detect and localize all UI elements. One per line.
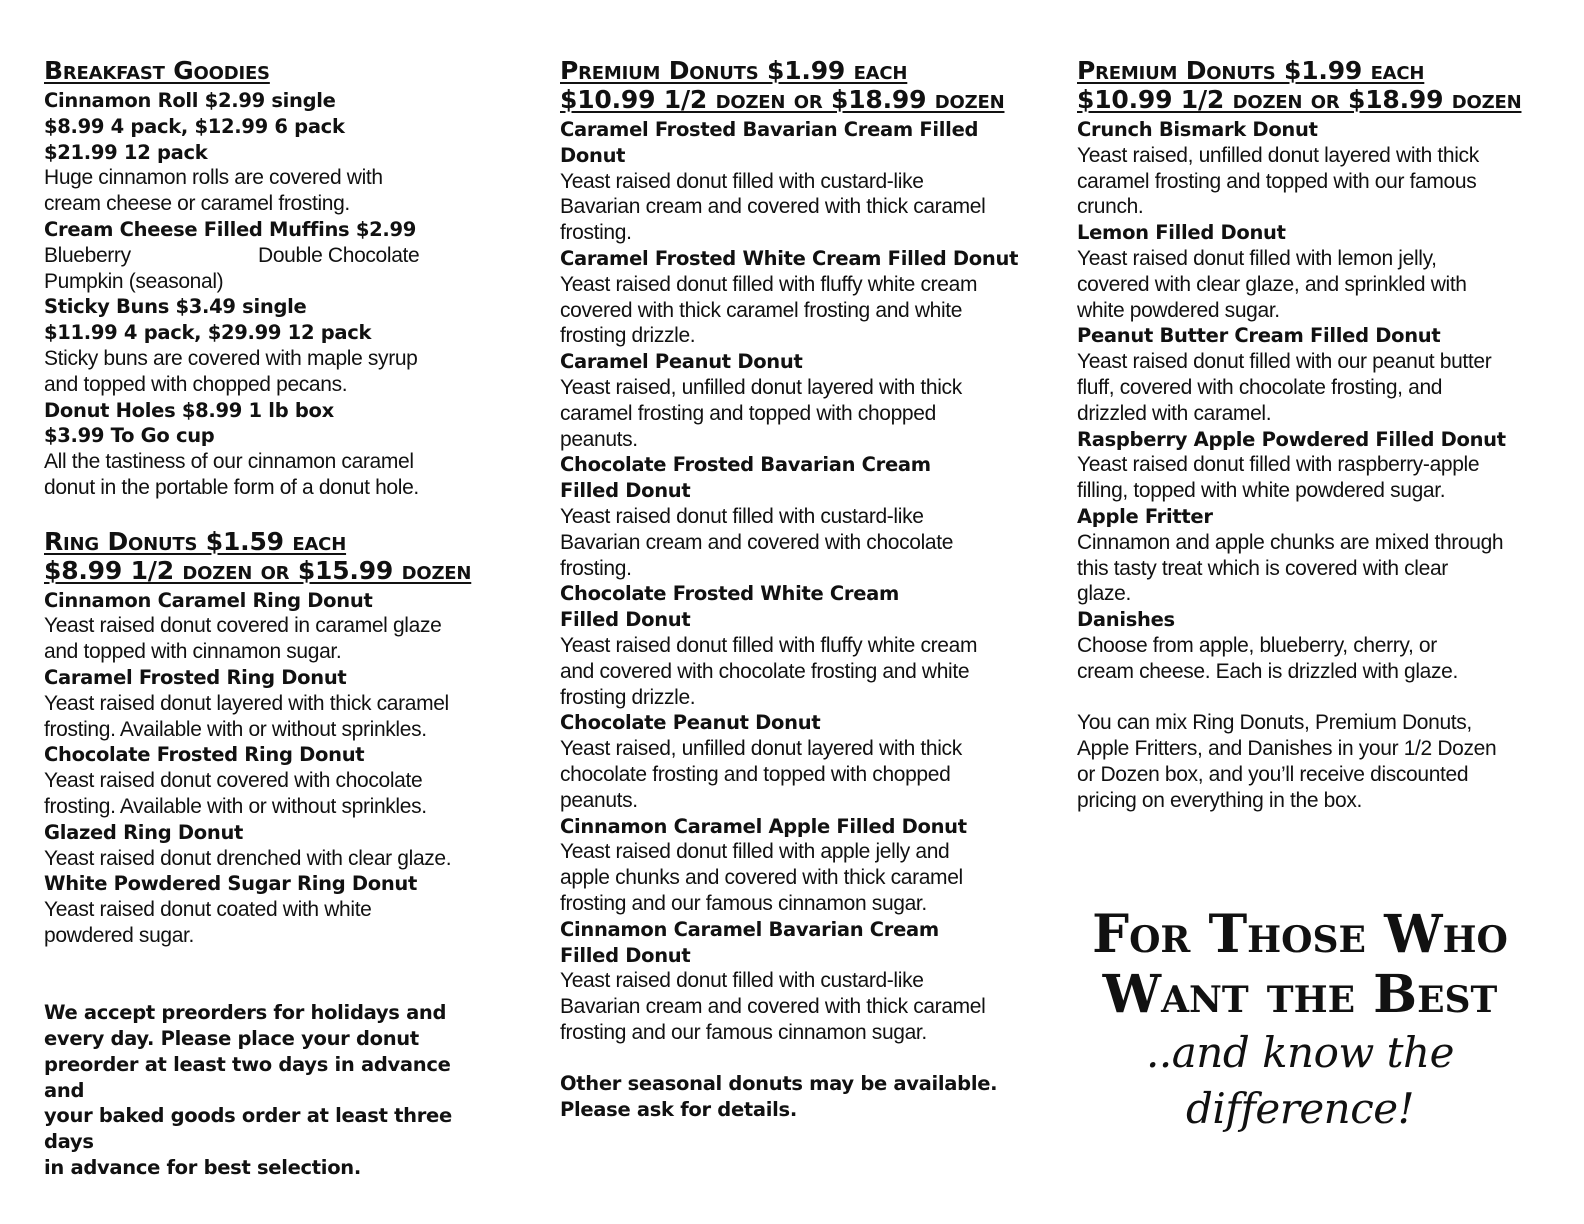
item-description: Yeast raised donut filled with custard-like Bavarian cream and covered with chocolate frosting. bbox=[560, 504, 954, 580]
menu-item bbox=[1077, 427, 1547, 504]
item-description: Yeast raised donut filled with fluffy white cream covered with thick caramel frosting and white frosting drizzle. bbox=[560, 272, 978, 348]
item-name: Caramel Frosted Bavarian Cream Filled Donut bbox=[560, 118, 979, 167]
muffin-options bbox=[44, 243, 494, 295]
menu-item bbox=[1077, 117, 1547, 220]
item-description: Yeast raised donut covered in caramel glaze and topped with cinnamon sugar. bbox=[44, 614, 442, 664]
item-name: Peanut Butter Cream Filled Donut bbox=[1077, 324, 1441, 348]
breakfast-heading: Breakfast Goodies bbox=[44, 56, 270, 85]
menu-item bbox=[1077, 607, 1547, 684]
menu-item bbox=[560, 814, 1030, 917]
item-description: Yeast raised donut filled with apple jelly and apple chunks and covered with thick caramel frosting and our famous cinnamon sugar. bbox=[560, 840, 963, 915]
item-name: Cinnamon Caramel Ring Donut bbox=[44, 588, 373, 612]
item-name: Crunch Bismark Donut bbox=[1077, 118, 1318, 141]
menu-item bbox=[44, 588, 494, 665]
item-name: Cinnamon Roll $2.99 single $8.99 4 pack, $12.99 6 pack $21.99 12 pack bbox=[44, 89, 345, 164]
item-description: Sticky buns are covered with maple syrup and topped with chopped pecans. bbox=[44, 346, 418, 396]
item-description: Yeast raised donut coated with white powdered sugar. bbox=[44, 898, 372, 947]
menu-item-donut-holes bbox=[44, 398, 494, 501]
menu-item bbox=[560, 452, 1030, 581]
item-name: Chocolate Frosted Bavarian Cream Filled Donut bbox=[560, 453, 931, 503]
menu-item bbox=[560, 710, 1030, 813]
item-name: Caramel Peanut Donut bbox=[560, 350, 803, 374]
item-description: Huge cinnamon rolls are covered with cream cheese or caramel frosting. bbox=[44, 166, 383, 216]
menu-item bbox=[44, 871, 494, 948]
seasonal-note: Other seasonal donuts may be available. Please ask for details. bbox=[560, 1072, 998, 1122]
item-description: Yeast raised donut layered with thick caramel frosting. Available with or without sprinkles. bbox=[44, 691, 449, 741]
mix-box-note: You can mix Ring Donuts, Premium Donuts, Apple Fritters, and Danishes in your 1/2 Dozen or Dozen box, and you’ll receive discounted pricing on everything in the box. bbox=[1077, 711, 1497, 812]
menu-item bbox=[560, 917, 1030, 1046]
tagline-line-1: For Those Who bbox=[1092, 904, 1508, 965]
menu-item-muffins bbox=[44, 217, 494, 294]
item-description: Yeast raised donut covered with chocolate frosting. Available with or without sprinkles. bbox=[44, 769, 427, 818]
menu-item bbox=[1077, 504, 1547, 607]
option-double-chocolate: Double Chocolate bbox=[258, 243, 420, 267]
item-description: Yeast raised, unfilled donut layered with thick caramel frosting and topped with our famous crunch. bbox=[1077, 143, 1479, 219]
preorder-note: We accept preorders for holidays and every day. Please place your donut preorder at least two days in advance and your baked goods order at least three days in advance for best selection. bbox=[44, 1001, 452, 1180]
item-description: Yeast raised donut filled with lemon jelly, covered with clear glaze, and sprinkled with white powdered sugar. bbox=[1077, 246, 1467, 322]
menu-item-sticky-buns bbox=[44, 294, 494, 397]
tagline-script: ..and know the difference! bbox=[1146, 1028, 1454, 1133]
item-name: Cinnamon Caramel Bavarian Cream Filled Donut bbox=[560, 917, 939, 967]
item-description: Yeast raised donut filled with custard-like Bavarian cream and covered with thick caramel frosting. bbox=[560, 169, 986, 245]
menu-item bbox=[560, 246, 1030, 349]
item-description: Yeast raised donut filled with custard-like Bavarian cream and covered with thick caramel frosting and our famous cinnamon sugar. bbox=[560, 969, 986, 1044]
menu-column-right bbox=[1077, 56, 1547, 814]
menu-item-cinnamon-roll bbox=[44, 88, 494, 217]
item-name: White Powdered Sugar Ring Donut bbox=[44, 872, 418, 896]
menu-item bbox=[44, 742, 494, 819]
menu-item bbox=[560, 349, 1030, 452]
menu-column-middle bbox=[560, 56, 1030, 1123]
item-name: Apple Fritter bbox=[1077, 504, 1213, 528]
item-name: Chocolate Frosted Ring Donut bbox=[44, 743, 365, 767]
premium-donuts-heading: Premium Donuts $1.99 each $10.99 1/2 dozen or $18.99 dozen bbox=[1077, 56, 1522, 114]
item-name: Caramel Frosted White Cream Filled Donut bbox=[560, 246, 1019, 270]
item-name: Raspberry Apple Powdered Filled Donut bbox=[1077, 427, 1506, 451]
premium-donuts-heading: Premium Donuts $1.99 each $10.99 1/2 dozen or $18.99 dozen bbox=[560, 56, 1005, 114]
menu-item bbox=[560, 117, 1030, 246]
item-name: Danishes bbox=[1077, 608, 1175, 632]
menu-column-left bbox=[44, 56, 494, 1181]
item-description: Yeast raised, unfilled donut layered with thick chocolate frosting and topped with chopped peanuts. bbox=[560, 737, 962, 812]
menu-item bbox=[44, 665, 494, 742]
option-blueberry: Blueberry bbox=[44, 243, 131, 267]
item-name: Glazed Ring Donut bbox=[44, 820, 244, 844]
item-name: Caramel Frosted Ring Donut bbox=[44, 665, 347, 689]
item-description: Yeast raised donut filled with raspberry-apple filling, topped with white powdered sugar. bbox=[1077, 453, 1480, 503]
item-description: All the tastiness of our cinnamon caramel donut in the portable form of a donut hole. bbox=[44, 450, 419, 499]
tagline bbox=[1060, 905, 1540, 1137]
menu-item bbox=[1077, 220, 1547, 323]
item-name: Chocolate Peanut Donut bbox=[560, 711, 821, 735]
item-description: Cinnamon and apple chunks are mixed through this tasty treat which is covered with clear glaze. bbox=[1077, 530, 1504, 606]
item-description: Yeast raised donut filled with fluffy white cream and covered with chocolate frosting and white frosting drizzle. bbox=[560, 633, 978, 709]
item-name: Sticky Buns $3.49 single $11.99 4 pack, $29.99 12 pack bbox=[44, 295, 372, 345]
item-name: Donut Holes $8.99 1 lb box $3.99 To Go cup bbox=[44, 398, 334, 448]
item-description: Yeast raised donut filled with our peanut butter fluff, covered with chocolate frosting, and drizzled with caramel. bbox=[1077, 350, 1492, 425]
item-name: Chocolate Frosted White Cream Filled Donut bbox=[560, 582, 900, 632]
item-description: Yeast raised, unfilled donut layered with thick caramel frosting and topped with chopped peanuts. bbox=[560, 375, 962, 451]
item-name: Lemon Filled Donut bbox=[1077, 221, 1286, 245]
menu-item bbox=[560, 581, 1030, 710]
tagline-line-2: Want the Best bbox=[1102, 964, 1498, 1025]
menu-item bbox=[1077, 323, 1547, 426]
menu-item bbox=[44, 820, 494, 872]
option-pumpkin: Pumpkin (seasonal) bbox=[44, 269, 224, 293]
item-name: Cream Cheese Filled Muffins $2.99 bbox=[44, 217, 417, 241]
item-description: Yeast raised donut drenched with clear glaze. bbox=[44, 846, 452, 870]
item-name: Cinnamon Caramel Apple Filled Donut bbox=[560, 814, 967, 838]
ring-donuts-heading: Ring Donuts $1.59 each $8.99 1/2 dozen or $15.99 dozen bbox=[44, 526, 472, 585]
item-description: Choose from apple, blueberry, cherry, or cream cheese. Each is drizzled with glaze. bbox=[1077, 633, 1458, 683]
